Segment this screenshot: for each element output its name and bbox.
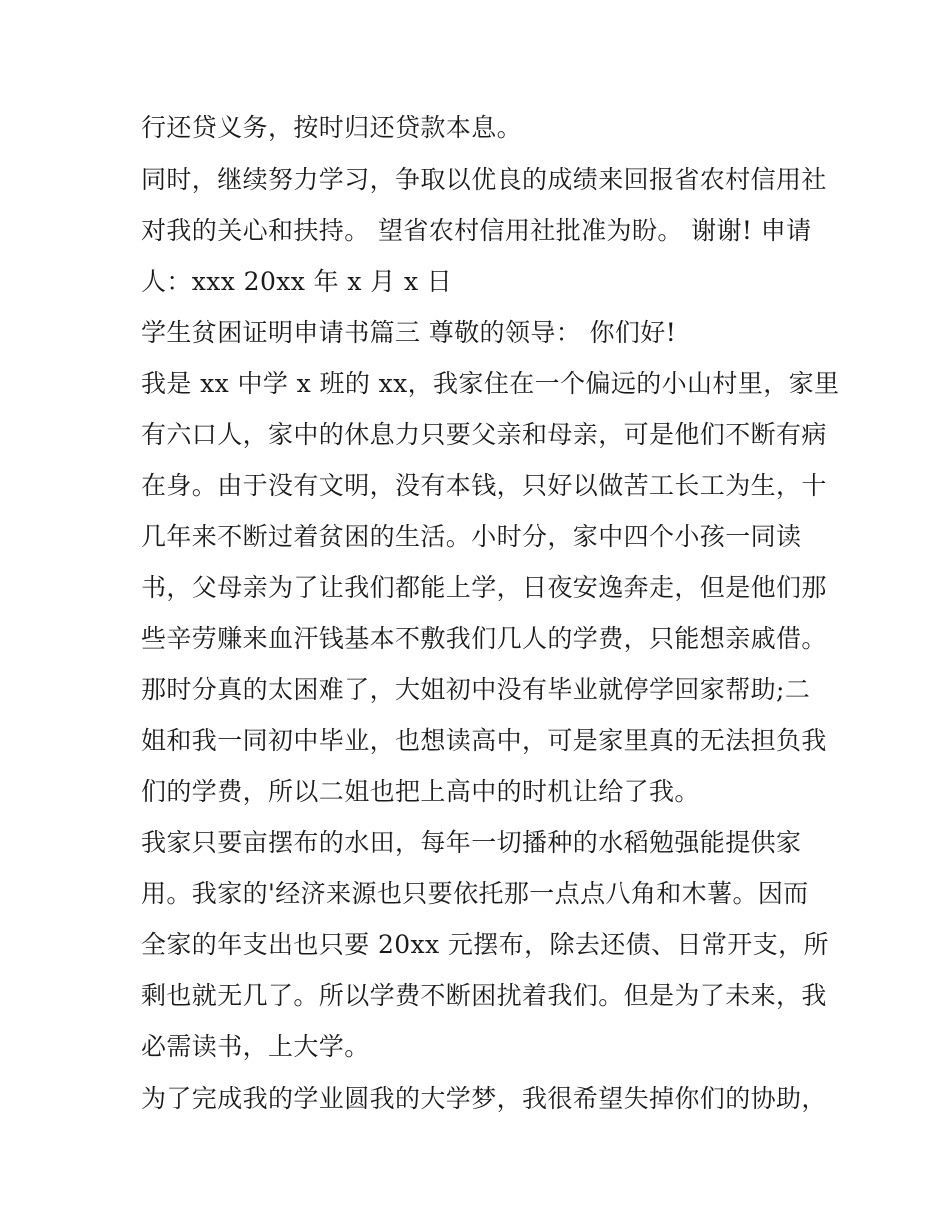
text-line: 人：xxx 20xx 年 x 月 x 日 <box>141 267 453 296</box>
text-line: 行还贷义务，按时归还贷款本息。 <box>141 113 523 142</box>
text-line: 必需读书，上大学。 <box>141 1032 370 1061</box>
text-line: 几年来不断过着贫困的生活。小时分，家中四个小孩一同读 <box>141 522 802 551</box>
text-line: 我家只要亩摆布的水田，每年一切播种的水稻勉强能提供家 <box>141 828 802 857</box>
text-line: 为了完成我的学业圆我的大学梦，我很希望失掉你们的协助， <box>141 1084 827 1113</box>
text-line: 剩也就无几了。所以学费不断困扰着我们。但是为了未来，我 <box>141 981 827 1010</box>
text-line: 学生贫困证明申请书篇三 尊敬的领导： 你们好! <box>141 318 677 347</box>
text-line: 在身。由于没有文明，没有本钱，只好以做苦工长工为生，十 <box>141 471 827 500</box>
text-line: 全家的年支出也只要 20xx 元摆布，除去还债、日常开支，所 <box>141 930 829 959</box>
text-line: 们的学费，所以二姐也把上高中的时机让给了我。 <box>141 777 700 806</box>
text-line: 同时，继续努力学习，争取以优良的成绩来回报省农村信用社 <box>141 165 827 194</box>
text-line: 书，父母亲为了让我们都能上学，日夜安逸奔走，但是他们那 <box>141 573 827 602</box>
text-line: 对我的关心和扶持。 望省农村信用社批准为盼。 谢谢! 申请 <box>141 216 812 245</box>
text-line: 姐和我一同初中毕业，也想读高中，可是家里真的无法担负我 <box>141 726 827 755</box>
text-line: 有六口人，家中的休息力只要父亲和母亲，可是他们不断有病 <box>141 420 827 449</box>
text-line: 那时分真的太困难了，大姐初中没有毕业就停学回家帮助;二 <box>141 675 811 704</box>
text-line: 用。我家的'经济来源也只要依托那一点点八角和木薯。因而 <box>141 879 809 908</box>
text-line: 些辛劳赚来血汗钱基本不敷我们几人的学费，只能想亲戚借。 <box>141 624 827 653</box>
text-line: 我是 xx 中学 x 班的 xx，我家住在一个偏远的小山村里，家里 <box>141 369 840 398</box>
